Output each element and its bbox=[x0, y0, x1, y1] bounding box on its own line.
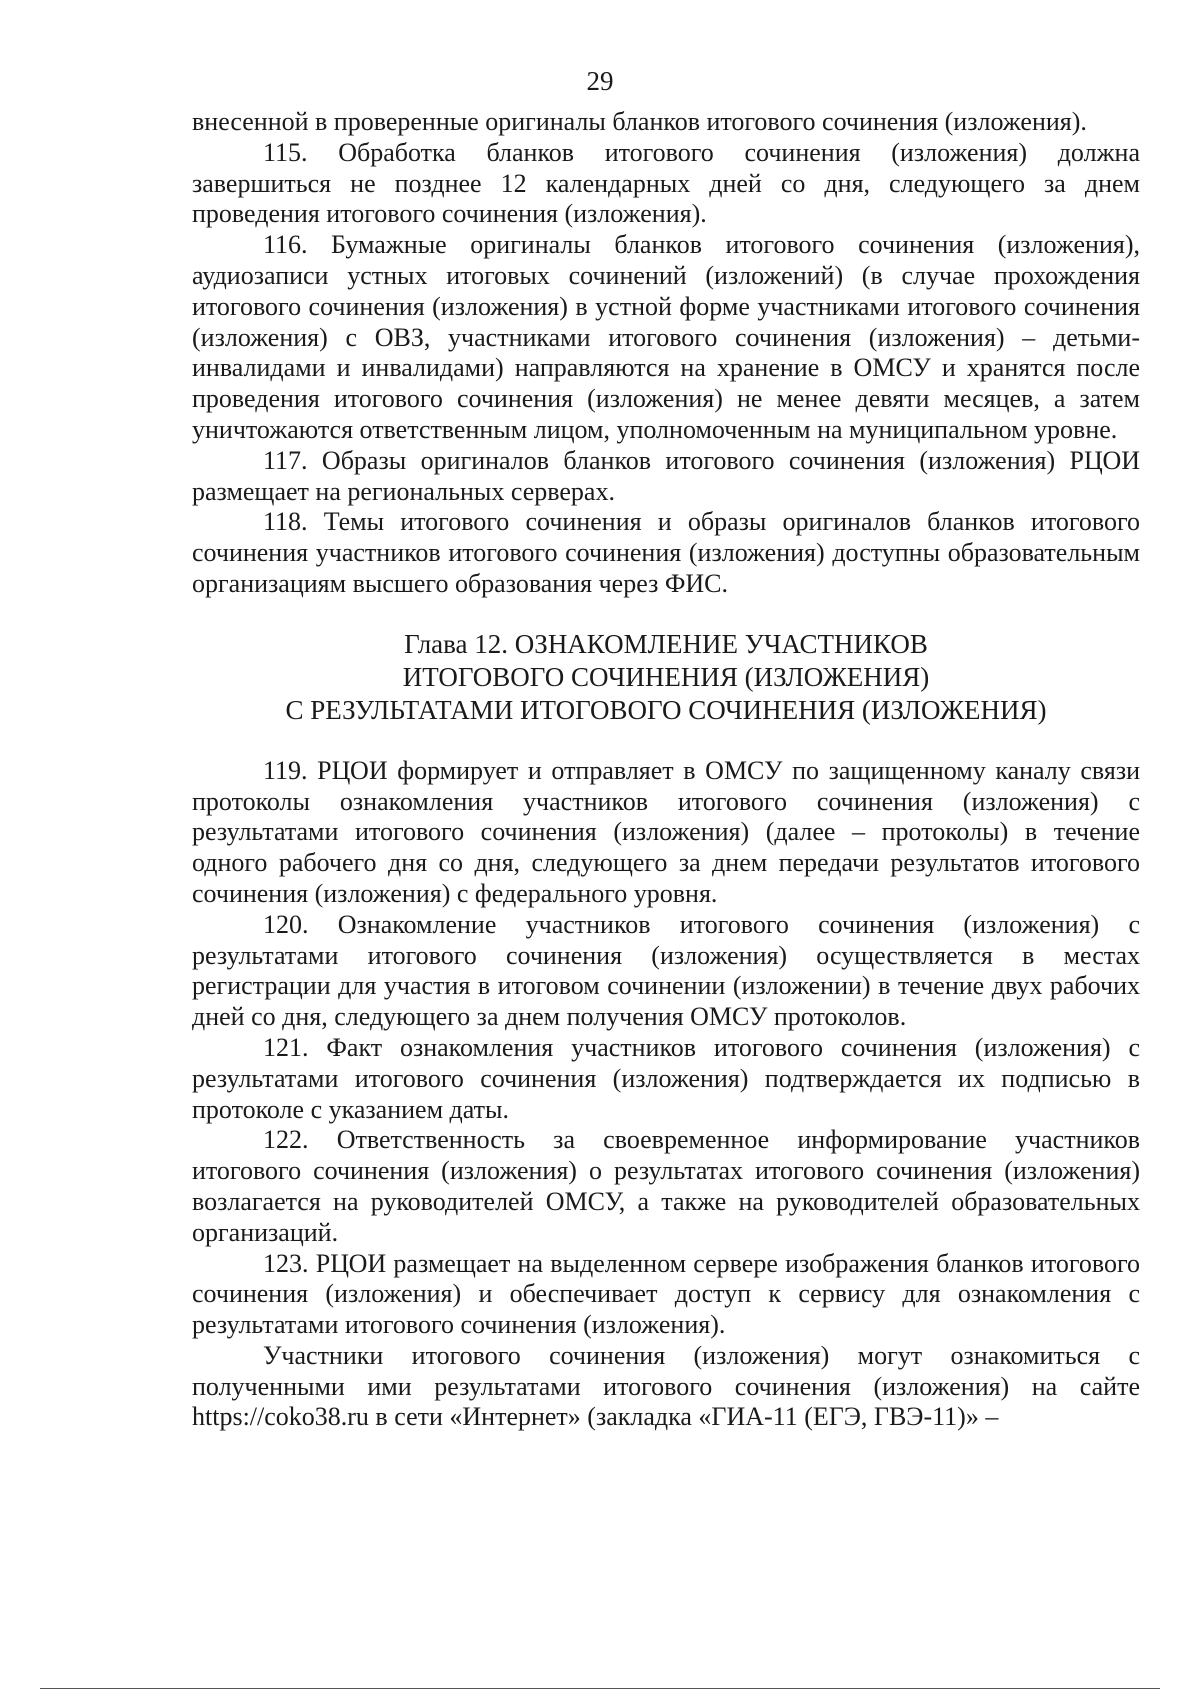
paragraph-118: 118. Темы итогового сочинения и образы оригиналов бланков итогового сочинения участников итогового сочинения (изложения) доступны образовательным организациям высшего образования через ФИС. bbox=[192, 507, 1140, 598]
paragraph-116: 116. Бумажные оригиналы бланков итогового сочинения (изложения), аудиозаписи устных итоговых сочинений (изложений) (в случае прохождения итогового сочинения (изложения) в устной форме участниками итогового сочинения (изложения) с ОВЗ, участниками итогового сочинения (изложения) – детьми-инвалидами и инвалидами) направляются на хранение в ОМСУ и хранятся после проведения итогового сочинения (изложения) не менее девяти месяцев, а затем уничтожаются ответственным лицом, уполномоченным на муниципальном уровне. bbox=[192, 230, 1140, 444]
chapter-title-line-1: Глава 12. ОЗНАКОМЛЕНИЕ УЧАСТНИКОВ bbox=[404, 628, 928, 659]
paragraph-123: 123. РЦОИ размещает на выделенном сервере изображения бланков итогового сочинения (изложения) и обеспечивает доступ к сервису для ознакомления с результатами итогового сочинения (изложения). bbox=[192, 1248, 1140, 1340]
page-number: 29 bbox=[586, 66, 614, 96]
paragraph-119: 119. РЦОИ формирует и отправляет в ОМСУ по защищенному каналу связи протоколы ознакомления участников итогового сочинения (изложения) с результатами итогового сочинения (изложения) (далее – протоколы) в течение одного рабочего дня со дня, следующего за днем передачи результатов итогового сочинения (изложения) с федерального уровня. bbox=[192, 755, 1140, 908]
paragraph-117: 117. Образы оригиналов бланков итогового сочинения (изложения) РЦОИ размещает на региональных серверах. bbox=[192, 445, 1140, 506]
chapter-title-line-2: ИТОГОВОГО СОЧИНЕНИЯ (ИЗЛОЖЕНИЯ) bbox=[402, 661, 930, 692]
chapter-title bbox=[192, 628, 1140, 727]
paragraph-121: 121. Факт ознакомления участников итогового сочинения (изложения) с результатами итогового сочинения (изложения) подтверждается их подписью в протоколе с указанием даты. bbox=[192, 1032, 1140, 1124]
bottom-divider bbox=[40, 1688, 1160, 1689]
chapter-title-line-3: С РЕЗУЛЬТАТАМИ ИТОГОВОГО СОЧИНЕНИЯ (ИЗЛОЖЕНИЯ) bbox=[285, 694, 1047, 725]
paragraph-122: 122. Ответственность за своевременное информирование участников итогового сочинения (изложения) о результатах итогового сочинения (изложения) возлагается на руководителей ОМСУ, а также на руководителей образовательных организаций. bbox=[192, 1125, 1140, 1247]
paragraph-participants: Участники итогового сочинения (изложения) могут ознакомиться с полученными ими результатами итогового сочинения (изложения) на сайте https://coko38.ru в сети «Интернет» (закладка «ГИА-11 (ЕГЭ, ГВЭ-11)» – bbox=[192, 1340, 1140, 1432]
paragraph-115: 115. Обработка бланков итогового сочинения (изложения) должна завершиться не позднее 12 календарных дней со дня, следующего за днем проведения итогового сочинения (изложения). bbox=[192, 137, 1140, 229]
paragraph-continuation: внесенной в проверенные оригиналы бланков итогового сочинения (изложения). bbox=[192, 107, 1087, 136]
document-body bbox=[192, 107, 1140, 1433]
paragraph-120: 120. Ознакомление участников итогового сочинения (изложения) с результатами итогового сочинения (изложения) осуществляется в местах регистрации для участия в итоговом сочинении (изложении) в течение двух рабочих дней со дня, следующего за днем получения ОМСУ протоколов. bbox=[192, 909, 1140, 1032]
